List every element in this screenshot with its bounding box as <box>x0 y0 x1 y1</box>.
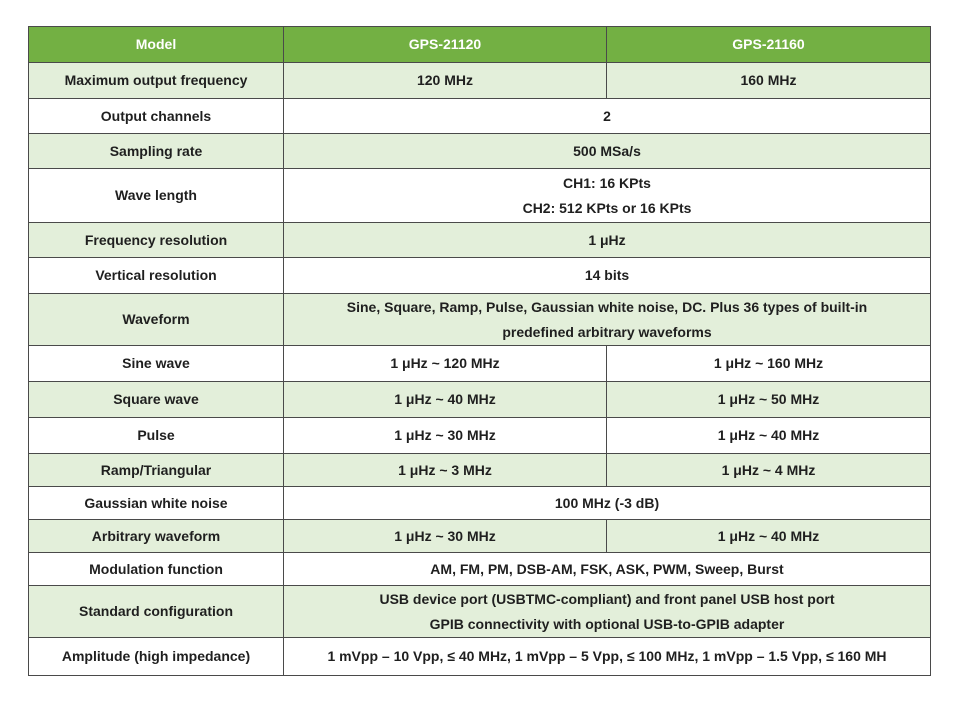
cell-value-2: 1 μHz ~ 50 MHz <box>607 382 931 418</box>
cell-value: 100 MHz (-3 dB) <box>284 487 931 520</box>
row-vertical-resolution <box>29 258 931 294</box>
row-label: Arbitrary waveform <box>29 520 284 553</box>
cell-value-1: 1 μHz ~ 40 MHz <box>284 382 607 418</box>
row-label: Sampling rate <box>29 134 284 169</box>
cell-line-2: CH2: 512 KPts or 16 KPts <box>522 199 692 216</box>
cell-value <box>284 169 931 223</box>
row-pulse <box>29 418 931 454</box>
row-label: Vertical resolution <box>29 258 284 294</box>
cell-line-1: USB device port (USBTMC-compliant) and front panel USB host port <box>379 590 835 607</box>
row-output-channels <box>29 99 931 134</box>
cell-value-2: 1 μHz ~ 160 MHz <box>607 346 931 382</box>
row-label: Frequency resolution <box>29 223 284 258</box>
row-sampling-rate <box>29 134 931 169</box>
cell-line-2: predefined arbitrary waveforms <box>502 323 712 340</box>
row-frequency-resolution <box>29 223 931 258</box>
cell-value: 500 MSa/s <box>284 134 931 169</box>
row-label: Maximum output frequency <box>29 63 284 99</box>
row-label: Amplitude (high impedance) <box>29 638 284 676</box>
spec-table <box>28 26 931 676</box>
row-sine-wave <box>29 346 931 382</box>
row-modulation-function <box>29 553 931 586</box>
cell-value <box>284 294 931 346</box>
header-row <box>29 27 931 63</box>
row-standard-configuration <box>29 586 931 638</box>
row-amplitude <box>29 638 931 676</box>
row-label: Modulation function <box>29 553 284 586</box>
header-model-2: GPS-21160 <box>607 27 931 63</box>
cell-line-1: CH1: 16 KPts <box>563 174 651 191</box>
header-model: Model <box>29 27 284 63</box>
cell-value: 1 μHz <box>284 223 931 258</box>
cell-value-2: 1 μHz ~ 4 MHz <box>607 454 931 487</box>
row-max-frequency <box>29 63 931 99</box>
cell-line-2: GPIB connectivity with optional USB-to-GPIB adapter <box>429 615 785 632</box>
row-arbitrary-waveform <box>29 520 931 553</box>
cell-value: AM, FM, PM, DSB-AM, FSK, ASK, PWM, Sweep, Burst <box>284 553 931 586</box>
cell-value-1: 1 μHz ~ 30 MHz <box>284 418 607 454</box>
cell-value: 2 <box>284 99 931 134</box>
row-label: Waveform <box>29 294 284 346</box>
cell-value-1: 120 MHz <box>284 63 607 99</box>
row-wave-length <box>29 169 931 223</box>
cell-value-1: 1 μHz ~ 30 MHz <box>284 520 607 553</box>
row-label: Output channels <box>29 99 284 134</box>
cell-line-1: Sine, Square, Ramp, Pulse, Gaussian white noise, DC. Plus 36 types of built-in <box>346 298 868 315</box>
row-square-wave <box>29 382 931 418</box>
cell-value-2: 1 μHz ~ 40 MHz <box>607 520 931 553</box>
cell-value: 14 bits <box>284 258 931 294</box>
row-ramp-triangular <box>29 454 931 487</box>
row-label: Sine wave <box>29 346 284 382</box>
row-label: Standard configuration <box>29 586 284 638</box>
cell-value-2: 1 μHz ~ 40 MHz <box>607 418 931 454</box>
row-label: Ramp/Triangular <box>29 454 284 487</box>
row-label: Wave length <box>29 169 284 223</box>
cell-value <box>284 586 931 638</box>
row-waveform <box>29 294 931 346</box>
cell-value-2: 160 MHz <box>607 63 931 99</box>
row-label: Pulse <box>29 418 284 454</box>
cell-value-1: 1 μHz ~ 120 MHz <box>284 346 607 382</box>
cell-value-1: 1 μHz ~ 3 MHz <box>284 454 607 487</box>
header-model-1: GPS-21120 <box>284 27 607 63</box>
cell-value: 1 mVpp – 10 Vpp, ≤ 40 MHz, 1 mVpp – 5 Vpp, ≤ 100 MHz, 1 mVpp – 1.5 Vpp, ≤ 160 MH <box>284 638 931 676</box>
row-gaussian-noise <box>29 487 931 520</box>
row-label: Gaussian white noise <box>29 487 284 520</box>
row-label: Square wave <box>29 382 284 418</box>
